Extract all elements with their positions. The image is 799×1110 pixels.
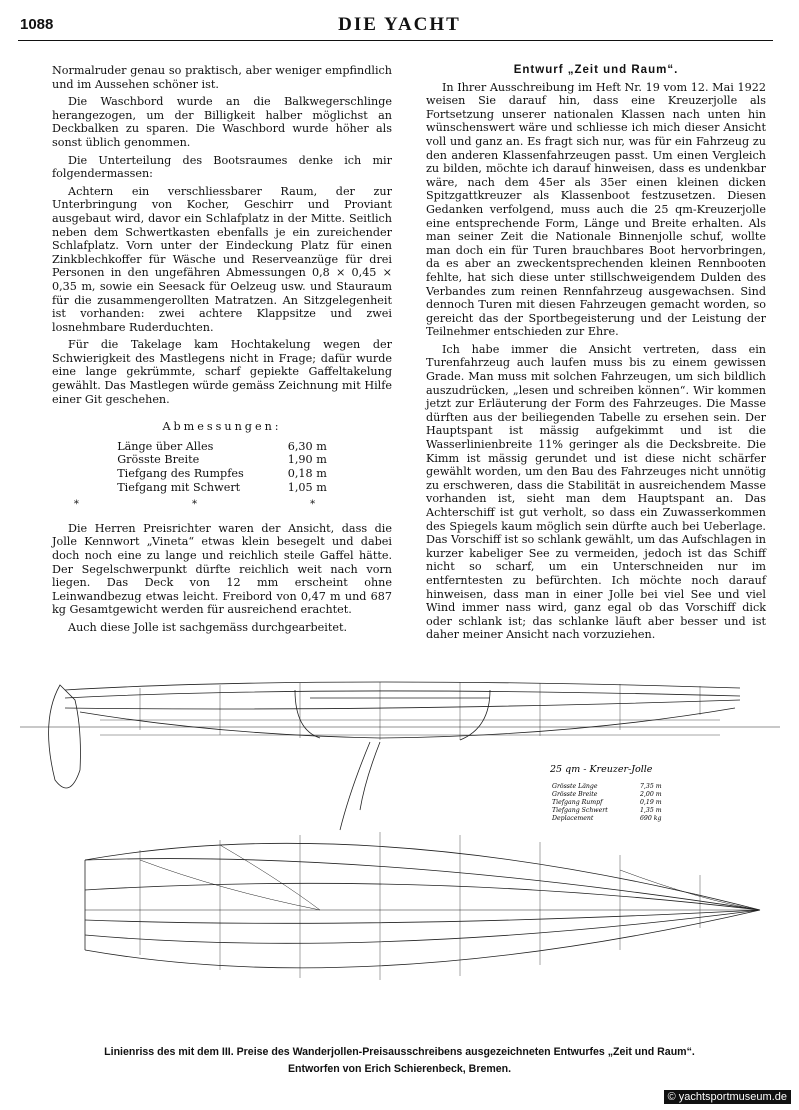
- left-paragraph: Achtern ein verschliessbarer Raum, der zur Unterbringung von Kocher, Geschirr und Proviant ausgebaut wird, davor ein Schlafplatz in der Mitte. Seitlich neben dem Schwertkasten ebenfalls je ein zureichender Schlafplatz. Vorn unter der Eindeckung Platz für einen Zinkblechkoffer für Wäsche und Reserveanzüge für drei Personen in den ungefähren Abmessungen 0,8 × 0,45 × 0,35 m, sowie ein Seesack für Oelzeug usw. und Stauraum für die zusammengerollten Matratzen. An Sitzgelegenheit ist vorhanden: zwei achtere Klappsitze und zwei losnehmbare Ruderduchten.: [52, 184, 392, 334]
- inset-label: Grösste Breite: [552, 791, 598, 798]
- left-paragraph: Auch diese Jolle ist sachgemäss durchgearbeitet.: [68, 620, 348, 634]
- dimension-label: Tiefgang mit Schwert: [117, 480, 241, 494]
- left-paragraph: Die Unterteilung des Bootsraumes denke ich mir folgendermassen:: [52, 153, 392, 181]
- page-number: 1088: [20, 16, 54, 33]
- dimension-row: [113, 453, 331, 467]
- dimension-label: Länge über Alles: [117, 439, 214, 453]
- right-column: [426, 64, 766, 646]
- header-rule: [18, 40, 773, 41]
- dimension-row: [113, 481, 331, 495]
- left-paragraph: Die Herren Preisrichter waren der Ansicht, dass die Jolle Kennwort „Vineta“ etwas klein besegelt und dabei doch noch eine zu lange und reichlich steile Gaffel hätte. Der Segelschwerpunkt dürfte reichlich weit nach vorn liegen. Das Deck von 12 mm erscheint ohne Leinwandbezug etwas leicht. Freibord von 0,47 m und 687 kg Gesamtgewicht werden für ausreichend erachtet.: [52, 521, 392, 617]
- figure-caption: Linienriss des mit dem III. Preise des Wanderjollen-Preisausschreibens ausgezeichneten Entwurfes „Zeit und Raum“.: [104, 1046, 695, 1058]
- left-paragraph: Normalruder genau so praktisch, aber weniger empfindlich und im Aussehen schöner ist.: [52, 64, 392, 91]
- figure-credit: Entworfen von Erich Schierenbeck, Bremen.: [287, 1063, 512, 1075]
- dimension-value: 0,18 m: [287, 467, 327, 481]
- inset-title: 25 qm - Kreuzer-Jolle: [550, 764, 653, 775]
- inset-value: 1,35 m: [640, 807, 662, 814]
- dimension-value: 6,30 m: [287, 439, 327, 453]
- right-paragraph: Ich habe immer die Ansicht vertreten, dass ein Turenfahrzeug auch laufen muss bis zu einem gewissen Grade. Man muss mit solchen Fahrzeugen, um sich bildlich auszudrücken, „lesen und schreiben können“. Wir kommen jetzt zur Erläuterung der Form des Fahrzeuges. Die Masse dürften aus der beiliegenden Tabelle zu ersehen sein. Der Hauptspant ist mässig aufgekimmt und ist die Wasserlinienbreite 11% geringer als die Decksbreite. Die Kimm ist mässig gerundet und ist diese nicht schärfer gewählt worden, um den Bau des Fahrzeuges nicht unnötig zu erschweren, dass die Stabilität in ausreichendem Masse vorhanden ist, sieht man dem Hauptspant an. Das Achterschiff ist gut verholt, so dass ein Zuwasserkommen des Spiegels kaum möglich sein dürfte auch bei Ueberlage. Das Vorschiff ist so schlank gewählt, um das Aufschlagen in kurzer kabeliger See zu vermeiden, jedoch ist das Schiff nicht so scharf, um ein Unterschneiden nur im entferntesten zu befürchten. Ich möchte noch darauf hinweisen, dass man in einer Jolle bei viel See und viel Wind immer nass wird, ganz egal ob das Vorschiff dick oder schlank ist; das schlanke läuft aber besser und ist daher meiner Ansicht nach vorzuziehen.: [426, 342, 766, 642]
- dimension-label: Tiefgang des Rumpfes: [117, 467, 244, 481]
- section-heading: Entwurf „Zeit und Raum“.: [513, 64, 679, 76]
- buttock-line: [85, 910, 760, 968]
- inset-value: 2,00 m: [640, 791, 662, 798]
- inset-label: Grösste Länge: [552, 783, 598, 790]
- inset-label: Tiefgang Rumpf: [552, 799, 603, 806]
- dimension-row: [113, 467, 331, 481]
- hull-bottom-profile: [80, 708, 735, 738]
- inset-value: 0,19 m: [640, 799, 662, 806]
- left-column: [52, 64, 392, 639]
- rudder-outline: [49, 685, 81, 788]
- inset-label: Deplacement: [552, 815, 594, 822]
- dimension-label: Grösste Breite: [117, 453, 200, 467]
- magazine-title: DIE YACHT: [338, 14, 461, 35]
- right-paragraph: In Ihrer Ausschreibung im Heft Nr. 19 vom 12. Mai 1922 weisen Sie darauf hin, dass eine Kreuzerjolle als Fortsetzung unserer nationalen Klassen nach unten hin wünschenswert wäre und schliesse ich mich dieser Ansicht voll und ganz an. Es fragt sich nur, was für ein Fahrzeug zu den anderen Klassenfahrzeugen passt. Um einen Vergleich zu bilden, möchte ich darauf hinweisen, dass es undenkbar wäre, nach dem 45er als 35er einen kleinen dicken Spitzgattkreuzer als Klassenboot festzusetzen. Diesen Gedanken verfolgend, muss auch die 25 qm-Kreuzerjolle eine entsprechende Form, Länge und Breite erhalten. Als man seiner Zeit die Nationale Binnenjolle schuf, wollte man doch ein für Turen brauchbares Boot hervorbringen, da es aber an zweckentsprechenden kleinen Rennbooten fehlte, hat sich diese unter stillschweigendem Dulden des Verbandes zum reinen Rennfahrzeug ausgewachsen. Sind dennoch Turen mit diesen Fahrzeugen gemacht worden, so gereicht das der Sportbegeisterung und der Leistung der Teilnehmer entschieden zur Ehre.: [426, 80, 766, 339]
- dimension-value: 1,05 m: [287, 480, 327, 494]
- dimension-value: 1,90 m: [287, 453, 327, 467]
- inset-label: Tiefgang Schwert: [552, 807, 608, 814]
- left-paragraph: Die Waschbord wurde an die Balkwegerschlinge herangezogen, um der Billigkeit halber möglichst an Deckbalken zu sparen. Die Waschbord wurde höher als sonst üblich genommen.: [52, 95, 392, 149]
- deck-line-plan: [85, 843, 760, 910]
- sheer-line: [65, 682, 740, 690]
- inset-value: 690 kg: [640, 815, 662, 822]
- inset-value: 7,35 m: [640, 783, 662, 790]
- dimension-row: [113, 440, 331, 454]
- left-paragraph: Für die Takelage kam Hochtakelung wegen der Schwierigkeit des Mastlegens nicht in Frage; dafür wurde eine lange gekrümmte, scharf gepiekte Gaffeltakelung gewählt. Das Mastlegen würde gemäss Zeichnung mit Hilfe einer Git geschehen.: [52, 338, 392, 406]
- section-separator: * * *: [73, 499, 371, 511]
- dimensions-title: Abmessungen:: [162, 420, 282, 434]
- dimensions-table: [113, 440, 331, 494]
- watermark: © yachtsportmuseum.de: [664, 1090, 791, 1104]
- lines-plan-drawing: [20, 660, 780, 1040]
